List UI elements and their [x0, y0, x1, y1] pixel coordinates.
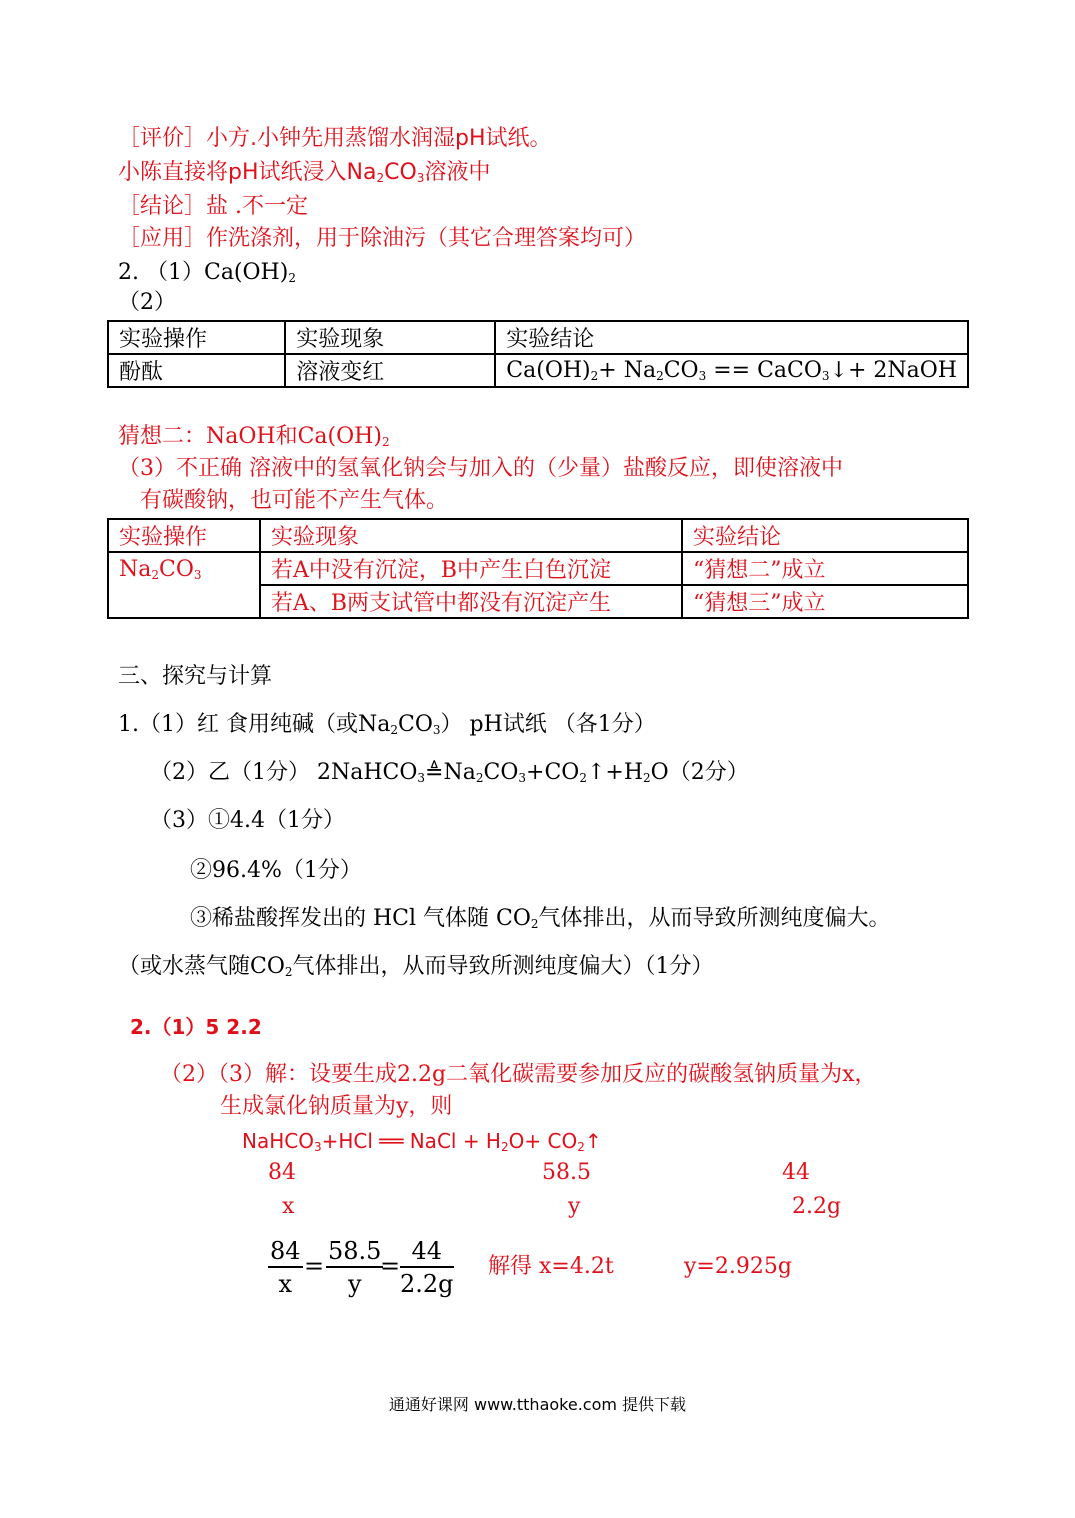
concl-label: ［结论］	[118, 194, 207, 219]
experiment-table-1	[107, 320, 969, 388]
eq-b-sub: 2	[500, 1140, 509, 1154]
var-y: y	[568, 1194, 581, 1219]
frac2-num: 58.5	[326, 1236, 383, 1268]
eq-d: ↑	[584, 1129, 602, 1153]
q1-2-line	[150, 758, 749, 793]
c-e: ↓+ 2NaOH	[829, 358, 957, 383]
q11a: 1.（1）红 食用纯碱（或Na	[118, 712, 391, 737]
footer-credit: 通通好课网 www.tthaoke.com 提供下载	[388, 1395, 687, 1414]
chen-line	[118, 158, 490, 193]
q2-2-line1: （2）（3）解：设要生成2.2g二氧化碳需要参加反应的碳酸氢钠质量为x，	[160, 1062, 877, 1087]
fraction-44-2-2g	[400, 1236, 454, 1300]
c-b: + Na	[598, 358, 657, 383]
q12a-sub: 3	[417, 771, 426, 785]
experiment-table-2	[107, 518, 969, 619]
frac3-num: 44	[400, 1236, 454, 1268]
t2-na: Na	[119, 557, 152, 582]
chen-co: CO	[384, 160, 417, 185]
apply-line	[118, 224, 646, 254]
guess2-line	[118, 422, 390, 457]
table1-header-op: 实验操作	[108, 321, 285, 354]
q2-1-text: 2. （1）Ca(OH)	[118, 260, 289, 285]
chen-sub: 2	[376, 171, 385, 185]
fraction-84-x	[268, 1236, 303, 1300]
q11a-sub: 2	[390, 723, 398, 737]
q3-line2: 有碳酸钠，也可能不产生气体。	[140, 488, 449, 513]
q1-3b-line: ②96.4%（1分）	[190, 858, 362, 883]
eq-a-sub: 3	[313, 1140, 322, 1154]
q2-1-sub: 2	[288, 271, 296, 285]
q13d-b: 气体排出，从而导致所测纯度偏大）（1分）	[292, 954, 714, 979]
table-row	[108, 321, 968, 354]
c-d-sub: 3	[821, 369, 830, 383]
table1-phen: 溶液变红	[285, 354, 495, 387]
t2-sub2: 3	[193, 568, 202, 582]
eval-text: 小方.小钟先用蒸馏水润湿pH试纸。	[206, 126, 552, 151]
q11b-sub: 3	[432, 723, 441, 737]
q12c: CO	[483, 760, 519, 785]
concl-text: 盐 .不一定	[206, 194, 309, 219]
c-c: CO	[663, 358, 699, 383]
table2-header-concl: 实验结论	[682, 519, 968, 552]
table2-row1-phen: 若A中没有沉淀，B中产生白色沉淀	[260, 552, 682, 585]
guess2-sub: 2	[381, 435, 390, 449]
q12d-sub: 2	[579, 771, 587, 785]
apply-label: ［应用］	[118, 226, 207, 251]
conclusion-line	[118, 192, 308, 222]
eq-c: O+ CO	[508, 1129, 578, 1153]
q13c-sub: 2	[530, 917, 539, 931]
mass-58-5: 58.5	[542, 1160, 591, 1185]
q12f: O（2分）	[650, 760, 749, 785]
equals-sign-2: =	[380, 1252, 401, 1280]
table2-row2-concl: “猜想三”成立	[682, 585, 968, 618]
table1-header-phen: 实验现象	[285, 321, 495, 354]
eval-line	[118, 124, 552, 154]
eval-label: ［评价］	[118, 126, 207, 151]
c-c-sub: 3	[698, 369, 707, 383]
table2-header-phen: 实验现象	[260, 519, 682, 552]
q12a: （2）乙（1分） 2NaHCO	[150, 760, 418, 785]
table2-header-op: 实验操作	[108, 519, 260, 552]
table1-concl	[495, 354, 968, 387]
chen-text: 小陈直接将pH试纸浸入	[118, 160, 347, 185]
section-heading: 三、探究与计算	[118, 664, 273, 689]
chen-na: Na	[346, 160, 377, 185]
q1-3d-line	[118, 952, 714, 987]
eq-a: NaHCO	[242, 1129, 314, 1153]
table1-header-concl: 实验结论	[495, 321, 968, 354]
var-2-2g: 2.2g	[792, 1194, 842, 1219]
chen-tail: 溶液中	[424, 160, 491, 185]
t2-co: CO	[159, 557, 194, 582]
t2-sub1: 2	[151, 568, 160, 582]
q13d-sub: 2	[284, 965, 293, 979]
q13c-a: ③稀盐酸挥发出的 HCl 气体随 CO	[190, 906, 531, 931]
q2-1-answer: 2.（1）5 2.2	[130, 1015, 262, 1039]
q11b: CO	[398, 712, 433, 737]
reaction-equation	[242, 1126, 602, 1162]
q1-3c-line	[190, 904, 891, 939]
table-row	[108, 519, 968, 552]
c-d: == CaCO	[706, 358, 822, 383]
q1-1-line	[118, 710, 656, 745]
c-a: Ca(OH)	[506, 358, 591, 383]
q12b: ≜Na	[425, 760, 476, 785]
q2-2-line: （2）	[118, 290, 176, 315]
table1-op: 酚酞	[108, 354, 285, 387]
q12b-sub: 2	[475, 771, 484, 785]
c-b-sub: 2	[656, 369, 664, 383]
mass-84: 84	[268, 1160, 296, 1185]
fraction-58-5-y	[326, 1236, 383, 1300]
frac2-den: y	[347, 1270, 362, 1298]
frac1-den: x	[278, 1270, 293, 1298]
eq-c-sub: 2	[577, 1140, 585, 1154]
q1-3-line: （3）①4.4（1分）	[150, 808, 345, 833]
result-y: y=2.925g	[684, 1254, 792, 1279]
frac1-num: 84	[268, 1236, 303, 1268]
q12c-sub: 3	[518, 771, 527, 785]
apply-text: 作洗涤剂，用于除油污（其它合理答案均可）	[206, 226, 647, 251]
result-x: 解得 x=4.2t	[488, 1254, 614, 1279]
frac3-den: 2.2g	[400, 1270, 454, 1298]
mass-44: 44	[782, 1160, 810, 1185]
q12d: +CO	[526, 760, 580, 785]
table2-op	[108, 552, 260, 618]
c-a-sub: 2	[590, 369, 599, 383]
q11c: ） pH试纸 （各1分）	[440, 712, 656, 737]
table2-row1-concl: “猜想二”成立	[682, 552, 968, 585]
q13d-a: （或水蒸气随CO	[118, 954, 285, 979]
q13c-b: 气体排出，从而导致所测纯度偏大。	[538, 906, 891, 931]
equals-sign-1: =	[304, 1252, 325, 1280]
chen-sub3: 3	[416, 171, 425, 185]
guess2-text: 猜想二：NaOH和Ca(OH)	[118, 424, 382, 449]
table-row	[108, 354, 968, 387]
eq-b: +HCl ══ NaCl + H	[321, 1129, 501, 1153]
q3-line1: （3）不正确 溶液中的氢氧化钠会与加入的（少量）盐酸反应，即使溶液中	[118, 456, 843, 481]
q12e: ↑+H	[586, 760, 644, 785]
table2-row2-phen: 若A、B两支试管中都没有沉淀产生	[260, 585, 682, 618]
table-row	[108, 552, 968, 585]
var-x: x	[282, 1194, 295, 1219]
q12e-sub: 2	[643, 771, 651, 785]
q2-2-line2: 生成氯化钠质量为y，则	[220, 1094, 453, 1119]
